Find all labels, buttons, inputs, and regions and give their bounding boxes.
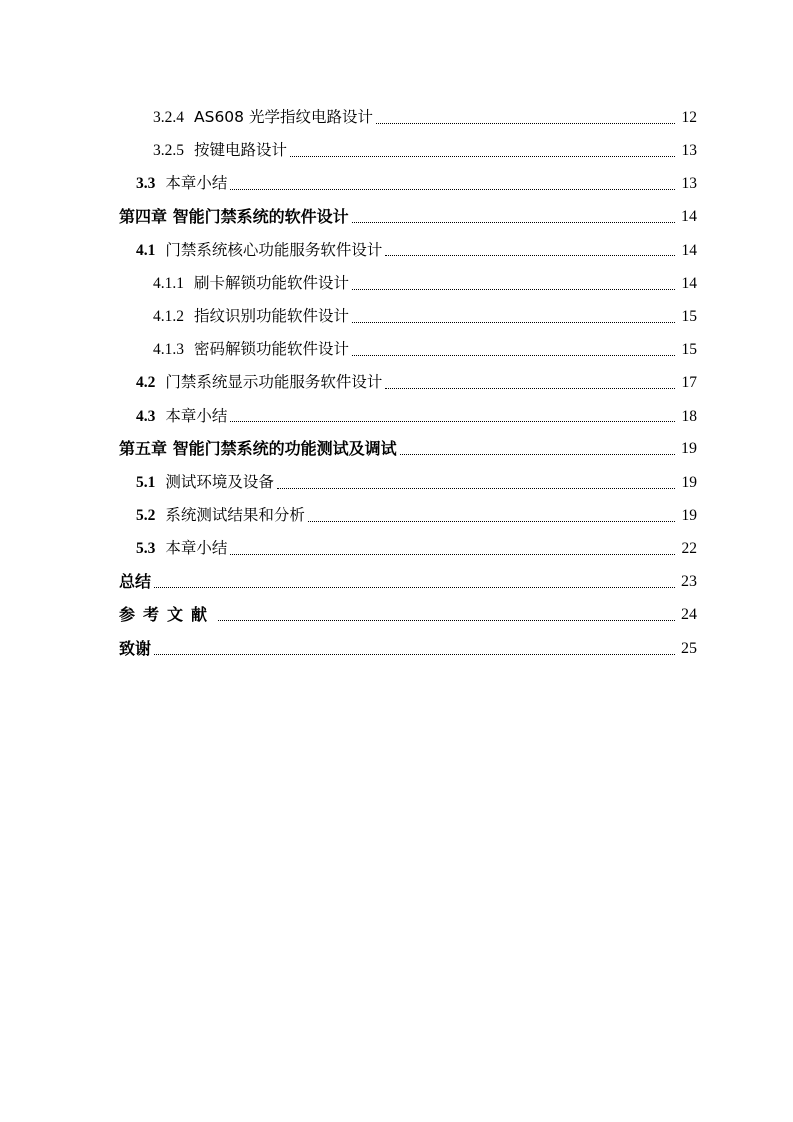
toc-chapter-title: 参考文献 [119, 605, 216, 625]
toc-entry-title: 刷卡解锁功能软件设计 [194, 273, 350, 292]
toc-chapter-5[interactable] [0, 433, 793, 466]
toc-entry-title: 系统测试结果和分析 [165, 506, 305, 525]
dot-leader [352, 354, 675, 356]
toc-entry-page: 15 [681, 307, 697, 325]
toc-entry-page: 14 [681, 274, 697, 292]
toc-entry-page: 23 [681, 573, 697, 591]
toc-entry-4-2[interactable] [0, 367, 793, 400]
toc-entry-page: 14 [681, 208, 697, 226]
dot-leader [385, 254, 675, 256]
toc-entry-number: 3.2.4 [153, 108, 184, 126]
toc-chapter-4[interactable] [0, 201, 793, 234]
toc-entry-4-1-3[interactable] [0, 333, 793, 366]
toc-entry-number: 4.1.2 [153, 307, 184, 325]
toc-entry-page: 19 [681, 507, 697, 525]
toc-chapter-title: 致谢 [119, 638, 152, 658]
toc-entry-3-2-4[interactable] [0, 101, 793, 134]
toc-entry-4-1[interactable] [0, 234, 793, 267]
toc-entry-number: 4.1.3 [153, 341, 184, 359]
toc-entry-title: 本章小结 [165, 539, 228, 558]
toc-entry-4-1-2[interactable] [0, 300, 793, 333]
toc-entry-title: 密码解锁功能软件设计 [194, 340, 350, 359]
toc-entry-page: 13 [681, 175, 697, 193]
toc-entry-number: 4.3 [136, 407, 156, 425]
toc-entry-page: 19 [681, 473, 697, 491]
toc-entry-page: 12 [681, 108, 697, 126]
toc-entry-number: 5.2 [136, 507, 156, 525]
dot-leader [352, 321, 675, 323]
toc-entry-number: 4.1.1 [153, 274, 184, 292]
toc-acknowledgements[interactable] [0, 632, 793, 665]
toc-entry-title: 门禁系统核心功能服务软件设计 [165, 240, 383, 259]
toc-entry-title: 按键电路设计 [194, 141, 288, 160]
dot-leader [400, 453, 675, 455]
table-of-contents [0, 101, 793, 665]
toc-entry-title: 本章小结 [165, 174, 228, 193]
dot-leader [376, 122, 675, 124]
toc-entry-page: 19 [681, 440, 697, 458]
toc-entry-5-1[interactable] [0, 466, 793, 499]
toc-entry-page: 15 [681, 341, 697, 359]
toc-entry-title: 门禁系统显示功能服务软件设计 [165, 373, 383, 392]
toc-entry-number: 3.2.5 [153, 142, 184, 160]
dot-leader [230, 188, 675, 190]
toc-entry-number: 5.1 [136, 473, 156, 491]
dot-leader [230, 553, 675, 555]
dot-leader [385, 387, 675, 389]
toc-references[interactable] [0, 599, 793, 632]
toc-chapter-title: 总结 [119, 572, 152, 592]
dot-leader [154, 653, 675, 655]
toc-entry-number: 3.3 [136, 175, 156, 193]
toc-entry-title: 本章小结 [165, 406, 228, 425]
dot-leader [308, 520, 675, 522]
toc-entry-number: 5.3 [136, 540, 156, 558]
toc-entry-5-3[interactable] [0, 532, 793, 565]
toc-entry-page: 14 [681, 241, 697, 259]
toc-entry-page: 25 [681, 639, 697, 657]
toc-entry-5-2[interactable] [0, 499, 793, 532]
dot-leader [277, 487, 675, 489]
toc-entry-3-2-5[interactable] [0, 134, 793, 167]
toc-entry-page: 13 [681, 142, 697, 160]
toc-entry-4-3[interactable] [0, 400, 793, 433]
dot-leader [290, 155, 675, 157]
toc-chapter-title: 第四章 智能门禁系统的软件设计 [119, 207, 349, 227]
toc-entry-number: 4.1 [136, 241, 156, 259]
toc-entry-page: 22 [681, 540, 697, 558]
dot-leader [154, 586, 675, 588]
toc-entry-title: AS608 光学指纹电路设计 [194, 107, 373, 126]
toc-entry-page: 17 [681, 374, 697, 392]
dot-leader [218, 619, 675, 621]
toc-entry-page: 18 [681, 407, 697, 425]
dot-leader [352, 288, 675, 290]
dot-leader [352, 221, 675, 223]
toc-entry-4-1-1[interactable] [0, 267, 793, 300]
toc-entry-title: 指纹识别功能软件设计 [194, 306, 350, 325]
toc-entry-title: 测试环境及设备 [165, 472, 274, 491]
toc-summary[interactable] [0, 566, 793, 599]
toc-entry-page: 24 [681, 606, 697, 624]
toc-entry-3-3[interactable] [0, 167, 793, 200]
toc-chapter-title: 第五章 智能门禁系统的功能测试及调试 [119, 439, 397, 459]
toc-entry-number: 4.2 [136, 374, 156, 392]
dot-leader [230, 420, 675, 422]
